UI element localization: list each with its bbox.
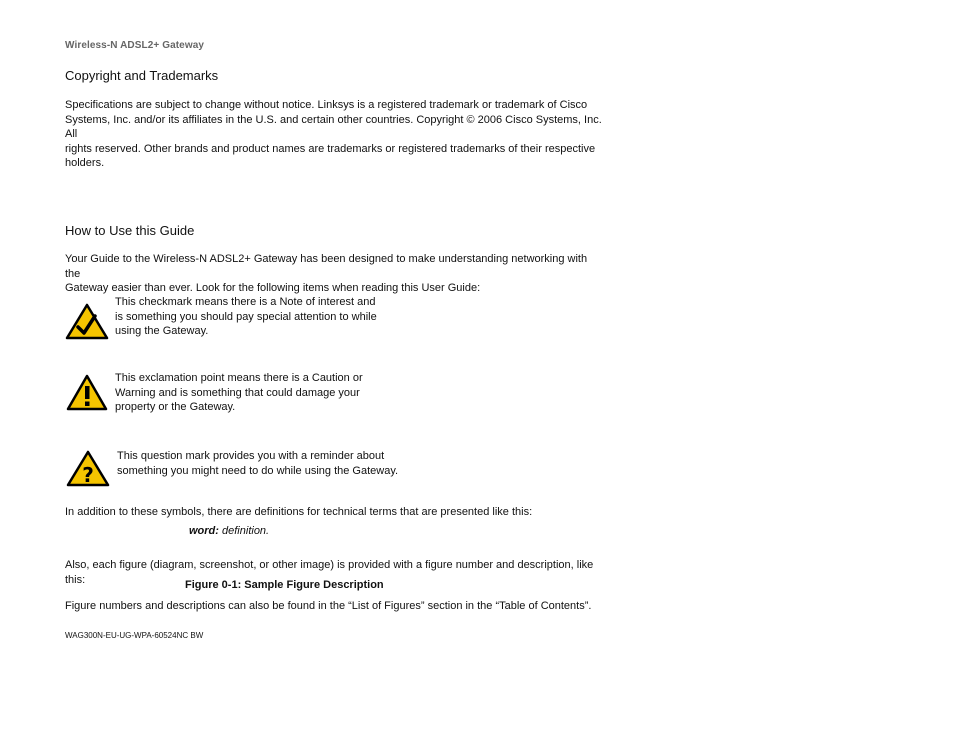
definition-term: word: bbox=[189, 525, 219, 537]
guide-intro-line: Your Guide to the Wireless-N ADSL2+ Gateway has been designed to make understanding networking with the bbox=[65, 253, 588, 280]
guide-intro-line: Gateway easier than ever. Look for the following items when reading this User Guide: bbox=[65, 282, 481, 294]
figure-line: this: bbox=[65, 573, 86, 586]
document-id: WAG300N-EU-UG-WPA-60524NC BW bbox=[65, 631, 204, 640]
caution-text bbox=[115, 371, 363, 415]
definition-text: definition. bbox=[222, 525, 270, 537]
copyright-paragraph bbox=[65, 98, 605, 171]
reminder-line: This question mark provides you with a reminder about bbox=[117, 450, 385, 462]
exclamation-icon bbox=[66, 374, 108, 411]
page-header: Wireless-N ADSL2+ Gateway bbox=[65, 40, 205, 51]
caution-line: Warning and is something that could damage your bbox=[115, 386, 360, 399]
copyright-line: rights reserved. Other brands and product names are trademarks or registered trademarks of their respective bbox=[65, 142, 596, 155]
copyright-line: holders. bbox=[65, 157, 105, 169]
figure-line: Also, each figure (diagram, screenshot, or other image) is provided with a figure number and description, like bbox=[65, 559, 594, 571]
definition-example bbox=[189, 525, 269, 537]
definitions-line: In addition to these symbols, there are definitions for technical terms that are presented like this: bbox=[65, 506, 533, 518]
note-line: using the Gateway. bbox=[115, 325, 209, 337]
note-line: is something you should pay special attention to while bbox=[115, 310, 377, 323]
copyright-heading: Copyright and Trademarks bbox=[65, 68, 219, 83]
reminder-line: something you might need to do while using the Gateway. bbox=[117, 464, 399, 477]
svg-text:?: ? bbox=[82, 463, 94, 487]
note-line: This checkmark means there is a Note of interest and bbox=[115, 296, 376, 308]
figure-numbers-line: Figure numbers and descriptions can also be found in the “List of Figures” section in the “Table of Contents”. bbox=[65, 600, 592, 612]
guide-intro bbox=[65, 252, 605, 296]
caution-line: This exclamation point means there is a Caution or bbox=[115, 372, 363, 384]
copyright-line: Systems, Inc. and/or its affiliates in the U.S. and certain other countries. Copyright © 2006 Cisco Systems, Inc. All bbox=[65, 113, 602, 140]
reminder-text bbox=[117, 449, 398, 478]
note-text bbox=[115, 295, 377, 339]
figure-caption: Figure 0-1: Sample Figure Description bbox=[185, 579, 384, 591]
caution-line: property or the Gateway. bbox=[115, 401, 236, 413]
guide-heading: How to Use this Guide bbox=[65, 223, 195, 238]
question-mark-icon bbox=[66, 450, 110, 487]
copyright-line: Specifications are subject to change without notice. Linksys is a registered trademark or trademark of Cisco bbox=[65, 99, 588, 111]
checkmark-icon bbox=[65, 303, 109, 340]
